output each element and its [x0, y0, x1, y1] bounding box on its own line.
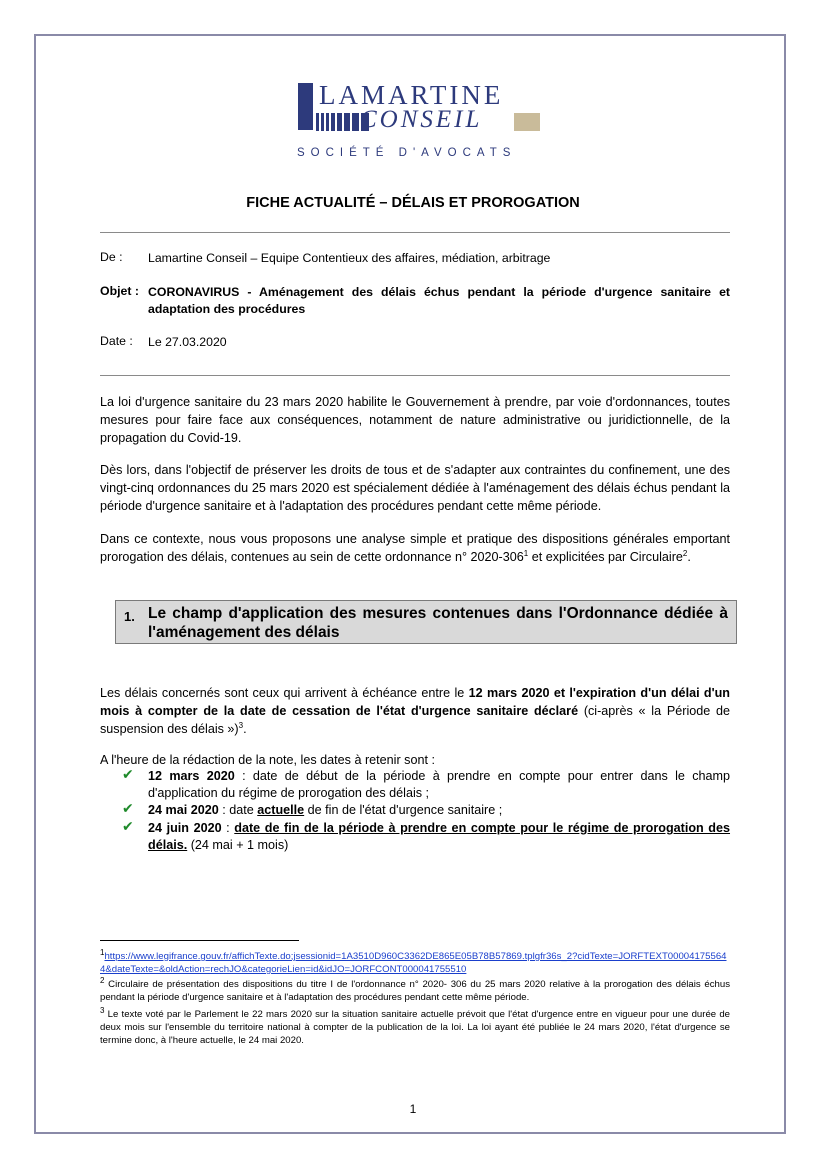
- footnote-ref[interactable]: 1: [523, 548, 529, 558]
- section-number: 1.: [124, 609, 135, 624]
- logo-accent-block: [514, 113, 540, 131]
- body-paragraph-1: Les délais concernés sont ceux qui arrivent à échéance entre le 12 mars 2020 et l'expiration d'un délai d'un mois à compter de la date de cessation de l'état d'urgence sanitaire déclaré (ci-après « la Période de suspension des délais »)$^3$.: [100, 686, 731, 736]
- page-title: FICHE ACTUALITÉ – DÉLAIS ET PROROGATION: [246, 195, 580, 211]
- logo-subtitle: SOCIÉTÉ D'AVOCATS: [297, 147, 517, 159]
- list-item: 24 juin 2020 : date de fin de la période à prendre en compte pour le régime de prorogation des délais. (24 mai + 1 mois): [148, 821, 731, 852]
- list-item: 12 mars 2020 : date de début de la période à prendre en compte pour entrer dans le champ d'application du régime de prorogation des délais ;: [148, 769, 730, 800]
- date-label: Date :: [100, 334, 133, 348]
- intro-paragraph-2: Dès lors, dans l'objectif de préserver les droits de tous et de s'adapter aux contraintes du confinement, une des vingt-cinq ordonnances du 25 mars 2020 est spécialement dédiée à l'aménagement des délais échus pendant la période d'urgence sanitaire et à l'adaptation des procédures pendant cette même période.: [100, 463, 730, 513]
- footnote-ref[interactable]: 3: [238, 720, 244, 730]
- footnote-1: $^1$https://www.legifrance.gouv.fr/affichTexte.do;jsessionid=1A3510D960C3362DE865E05B78B57869.tplgfr36s_2?cidTexte=JORFTEXT000041755644&dateTexte=&oldAction=rechJO&categorieLien=id&idJO=JORFCONT000041755510: [100, 947, 727, 975]
- from-label: De :: [100, 250, 123, 264]
- footnote-3: $^3$ Le texte voté par le Parlement le 22 mars 2020 sur la situation sanitaire actuelle prévoit que l'état d'urgence entre en vigueur pour une durée de deux mois sur l'ensemble du territoire national à compter de la publication de la loi. La loi ayant été publiée le 24 mars 2020, l'état d'urgence se termine donc, à l'heure actuelle, le 24 mai 2020.: [100, 1005, 730, 1046]
- divider: [100, 232, 730, 233]
- section-title: Le champ d'application des mesures contenues dans l'Ordonnance dédiée à l'aménagement des délais: [148, 605, 728, 641]
- divider: [100, 375, 730, 376]
- logo-line2: CONSEIL: [360, 106, 483, 133]
- check-icon: ✔: [122, 818, 134, 834]
- from-value: Lamartine Conseil – Equipe Contentieux des affaires, médiation, arbitrage: [148, 251, 551, 265]
- intro-paragraph-1: La loi d'urgence sanitaire du 23 mars 2020 habilite le Gouvernement à prendre, par voie d'ordonnances, toutes mesures pour faire face aux conséquences, notamment de nature administrative ou juridictionnelle, de la propagation du Covid-19.: [100, 395, 730, 445]
- list-item: 24 mai 2020 : date actuelle de fin de l'état d'urgence sanitaire ;: [148, 803, 503, 817]
- footnote-ref[interactable]: 2: [682, 548, 688, 558]
- check-icon: ✔: [122, 800, 134, 816]
- footnote-separator: [100, 940, 299, 941]
- logo-line1: LAMARTINE: [319, 80, 504, 110]
- page-number: 1: [409, 1102, 417, 1116]
- subject-label: Objet :: [100, 284, 139, 298]
- section-heading: [115, 600, 737, 644]
- logo-bar-icon: [298, 83, 313, 130]
- date-value: Le 27.03.2020: [148, 335, 227, 349]
- body-paragraph-2: A l'heure de la rédaction de la note, les dates à retenir sont :: [100, 753, 435, 767]
- footnote-2: $^2$ Circulaire de présentation des dispositions du titre I de l'ordonnance n° 2020- 306 du 25 mars 2020 relative à la prorogation des délais échus pendant la période d'urgence sanitaire et à l'adaptation des procédures pendant cette même période.: [100, 975, 730, 1003]
- subject-value: CORONAVIRUS - Aménagement des délais échus pendant la période d'urgence sanitaire et adaptation des procédures: [148, 285, 730, 316]
- footnote-link[interactable]: https://www.legifrance.gouv.fr/affichTexte.do;jsessionid=1A3510D960C3362DE865E05B78B57869.tplgfr36s_2?cidTexte=JORFTEXT000041755644&dateTexte=&oldAction=rechJO&categorieLien=id&idJO=JORFCONT000041755510: [100, 951, 727, 975]
- intro-paragraph-3: Dans ce contexte, nous vous proposons une analyse simple et pratique des dispositions générales emportant prorogation des délais, contenues au sein de cette ordonnance n° $2020-306^1$ et explicitées par Circulaire$^2$.: [100, 532, 730, 564]
- check-icon: ✔: [122, 766, 134, 782]
